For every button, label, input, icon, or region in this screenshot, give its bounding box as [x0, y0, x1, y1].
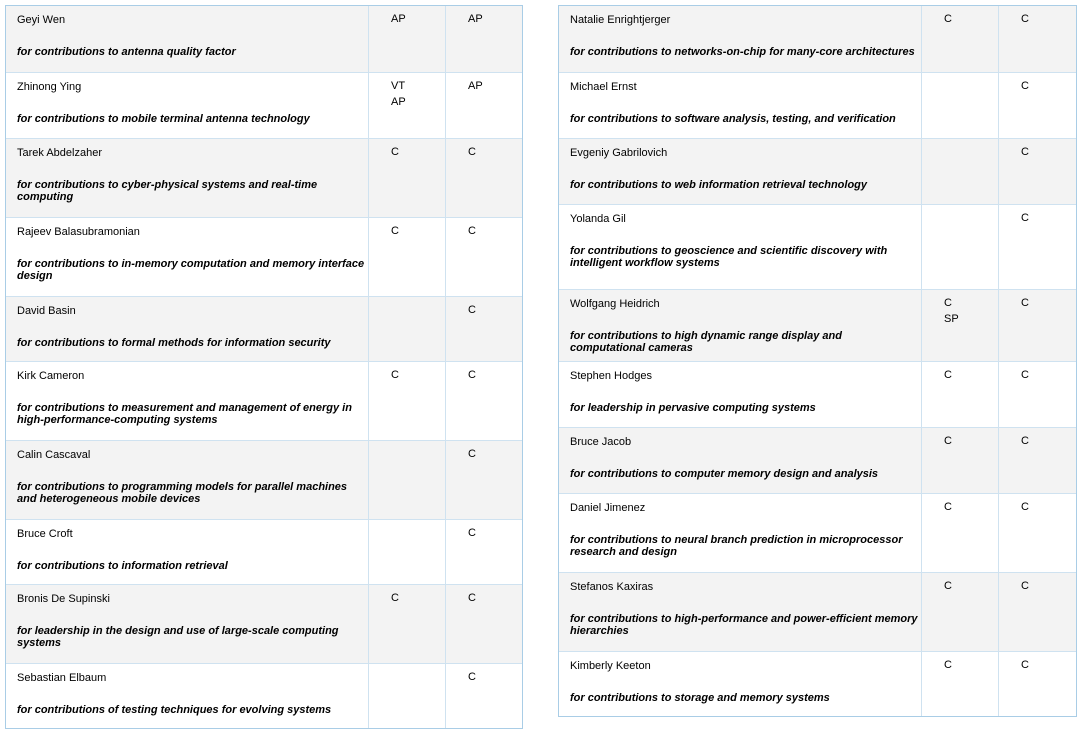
fellow-name: Rajeev Balasubramonian [17, 226, 140, 238]
fellow-info-cell [6, 585, 369, 663]
fellow-info-cell [559, 139, 922, 204]
evaluating-society-cell: C [1021, 146, 1029, 158]
evaluating-society-cell: C [468, 146, 476, 158]
evaluating-society-cell: AP [468, 80, 483, 92]
fellow-citation: for leadership in the design and use of large-scale computing systems [17, 625, 339, 649]
evaluating-society-cell: C [468, 304, 476, 316]
fellow-name: Sebastian Elbaum [17, 672, 107, 684]
society-code-cell [369, 441, 446, 519]
fellow-info-cell [559, 205, 922, 289]
table-row [559, 361, 1076, 427]
fellow-name: Kimberly Keeton [570, 660, 651, 672]
society-code-cell: C [369, 585, 446, 663]
fellow-citation: for contributions to storage and memory systems [570, 692, 830, 704]
fellow-name: Kirk Cameron [17, 370, 85, 382]
evaluating-society-cell: C [468, 527, 476, 539]
fellow-info-cell [559, 290, 922, 361]
evaluating-society-cell: C [1021, 659, 1029, 671]
fellow-info-cell [559, 428, 922, 493]
society-code-cell [369, 520, 446, 584]
table-row [559, 138, 1076, 204]
right-fellows-table [558, 5, 1077, 717]
society-code-cell: C SP [922, 290, 999, 361]
fellow-name: Bruce Jacob [570, 436, 632, 448]
evaluating-society-cell: C [1021, 212, 1029, 224]
table-row [559, 427, 1076, 493]
fellow-info-cell [6, 139, 369, 217]
evaluating-society-cell: C [468, 671, 476, 683]
fellow-citation: for contributions to antenna quality factor [17, 46, 236, 58]
fellow-citation: for contributions to software analysis, testing, and verification [570, 113, 896, 125]
evaluating-society-cell: C [1021, 369, 1029, 381]
evaluating-society-cell: C [1021, 501, 1029, 513]
table-row [6, 72, 522, 138]
table-row [6, 6, 522, 72]
society-code-cell [922, 73, 999, 138]
fellow-name: Zhinong Ying [17, 81, 82, 93]
evaluating-society-cell: AP [468, 13, 483, 25]
fellow-info-cell [6, 664, 369, 728]
fellow-info-cell [559, 494, 922, 572]
fellow-name: Geyi Wen [17, 14, 66, 26]
society-code-cell: VT AP [369, 73, 446, 138]
fellow-citation: for contributions to neural branch prediction in microprocessor research and design [570, 534, 903, 558]
evaluating-society-cell: C [1021, 435, 1029, 447]
table-row [559, 651, 1076, 716]
fellow-info-cell [6, 362, 369, 440]
evaluating-society-cell: C [1021, 80, 1029, 92]
society-code-cell: C [922, 362, 999, 427]
fellow-name: Bronis De Supinski [17, 593, 110, 605]
fellow-name: Bruce Croft [17, 528, 73, 540]
society-code-cell: C [922, 6, 999, 72]
fellow-citation: for contributions to computer memory design and analysis [570, 468, 879, 480]
fellow-citation: for contributions to mobile terminal antenna technology [17, 113, 310, 125]
evaluating-society-cell: C [1021, 580, 1029, 592]
fellow-name: Stephen Hodges [570, 370, 652, 382]
evaluating-society-cell: C [468, 369, 476, 381]
table-row [6, 584, 522, 663]
fellow-citation: for contributions to high-performance and power-efficient memory hierarchies [570, 613, 918, 637]
evaluating-society-cell: C [468, 592, 476, 604]
evaluating-society-cell: C [468, 225, 476, 237]
society-code-cell: C [369, 218, 446, 296]
fellow-name: Michael Ernst [570, 81, 637, 93]
fellow-name: Stefanos Kaxiras [570, 581, 654, 593]
fellow-citation: for contributions to geoscience and scientific discovery with intelligent workflow systems [570, 245, 888, 269]
society-code-cell: C [922, 494, 999, 572]
left-fellows-table [5, 5, 523, 729]
table-row [559, 289, 1076, 361]
fellow-info-cell [559, 573, 922, 651]
fellow-info-cell [6, 73, 369, 138]
fellow-citation: for contributions to programming models for parallel machines and heterogeneous mobile devices [17, 481, 348, 505]
society-code-cell: C [369, 139, 446, 217]
fellow-info-cell [559, 6, 922, 72]
society-code-cell [369, 664, 446, 728]
fellow-name: Wolfgang Heidrich [570, 298, 660, 310]
fellow-name: Tarek Abdelzaher [17, 147, 102, 159]
table-row [6, 440, 522, 519]
fellow-name: David Basin [17, 305, 76, 317]
table-row [559, 6, 1076, 72]
fellow-citation: for contributions to high dynamic range display and computational cameras [570, 330, 842, 354]
society-code-cell [922, 205, 999, 289]
fellow-info-cell [6, 520, 369, 584]
table-row [6, 361, 522, 440]
society-code-cell [922, 139, 999, 204]
table-row [6, 138, 522, 217]
fellow-citation: for contributions to in-memory computation and memory interface design [17, 258, 365, 282]
table-row [559, 572, 1076, 651]
fellow-citation: for contributions of testing techniques for evolving systems [17, 704, 332, 716]
table-row [559, 72, 1076, 138]
fellow-name: Calin Cascaval [17, 449, 91, 461]
society-code-cell: AP [369, 6, 446, 72]
fellow-citation: for contributions to web information retrieval technology [570, 179, 868, 191]
society-code-cell: C [922, 652, 999, 716]
table-row [6, 519, 522, 584]
fellow-citation: for contributions to networks-on-chip for many-core architectures [570, 46, 915, 58]
table-row [559, 204, 1076, 289]
fellow-citation: for contributions to formal methods for information security [17, 337, 331, 349]
fellow-info-cell [559, 652, 922, 716]
evaluating-society-cell: C [1021, 297, 1029, 309]
fellow-name: Yolanda Gil [570, 213, 626, 225]
fellow-citation: for contributions to cyber-physical systems and real-time computing [17, 179, 318, 203]
fellow-info-cell [6, 6, 369, 72]
fellow-name: Daniel Jimenez [570, 502, 646, 514]
fellow-info-cell [6, 218, 369, 296]
society-code-cell: C [922, 428, 999, 493]
society-code-cell: C [369, 362, 446, 440]
table-row [559, 493, 1076, 572]
fellow-citation: for contributions to information retrieval [17, 560, 228, 572]
evaluating-society-cell: C [468, 448, 476, 460]
fellow-citation: for leadership in pervasive computing systems [570, 402, 816, 414]
fellow-name: Evgeniy Gabrilovich [570, 147, 668, 159]
table-row [6, 296, 522, 361]
fellow-info-cell [6, 297, 369, 361]
fellow-info-cell [6, 441, 369, 519]
society-code-cell [369, 297, 446, 361]
fellow-info-cell [559, 73, 922, 138]
society-code-cell: C [922, 573, 999, 651]
evaluating-society-cell: C [1021, 13, 1029, 25]
fellow-citation: for contributions to measurement and management of energy in high-performance-computing systems [17, 402, 352, 426]
fellow-info-cell [559, 362, 922, 427]
table-row [6, 217, 522, 296]
table-row [6, 663, 522, 728]
fellow-name: Natalie Enrightjerger [570, 14, 671, 26]
